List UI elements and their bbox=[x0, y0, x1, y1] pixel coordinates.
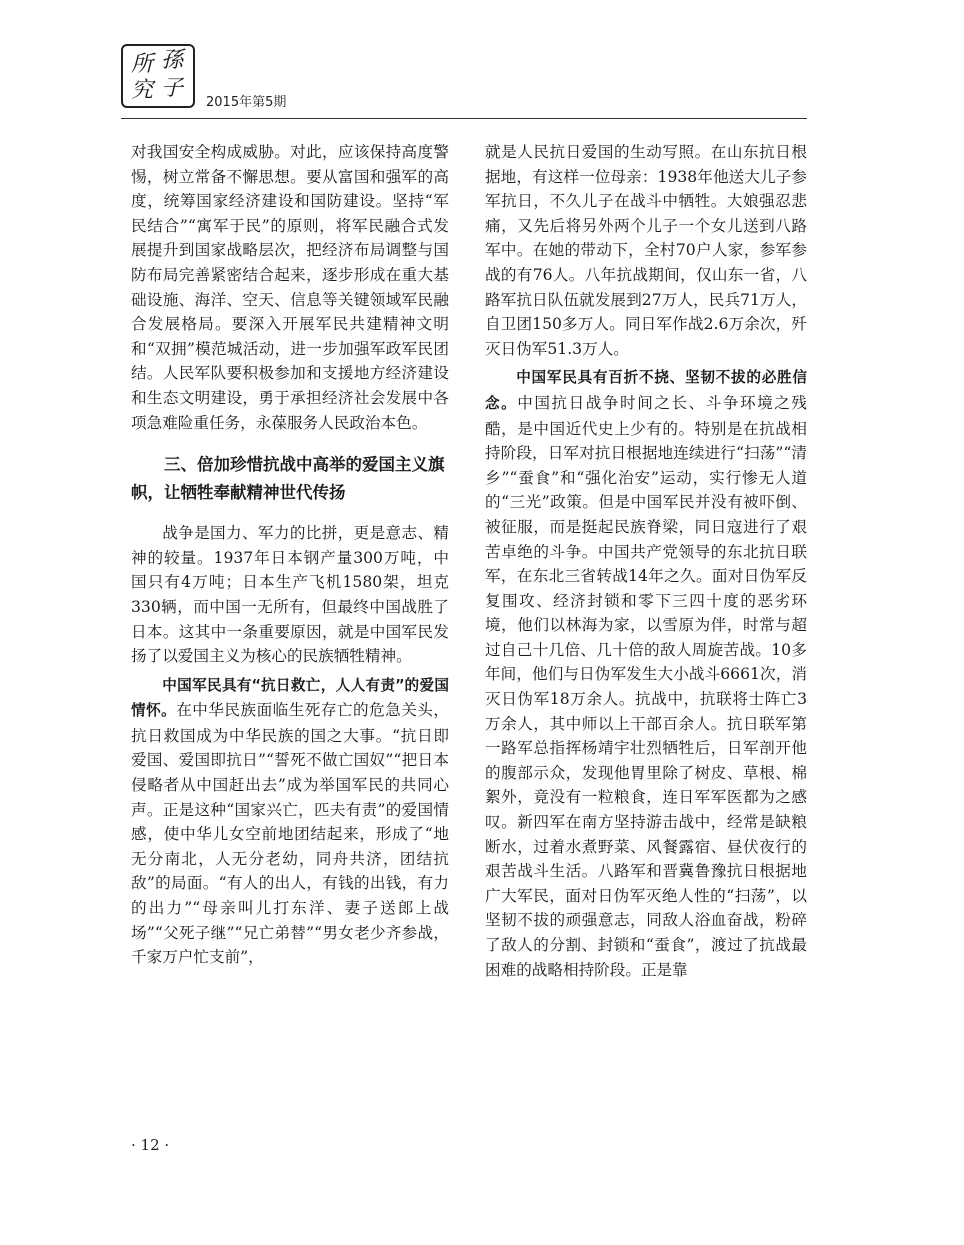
journal-logo bbox=[121, 44, 195, 108]
right-paragraph-2-body: 中国抗日战争时间之长、斗争环境之残酷，是中国近代史上少有的。特别是在抗战相持阶段，日军对抗日根据地连续进行“扫荡”“清乡”“蚕食”和“强化治安”运动，实行惨无人道的“三光”政策。但是中国军民并没有被吓倒、被征服，而是挺起民族脊梁，同日寇进行了艰苦卓绝的斗争。中国共产党领导的东北抗日联军，在东北三省转战14年之久。面对日伪军反复围攻、经济封锁和零下三四十度的恶劣环境，他们以林海为家，以雪原为伴，时常与超过自己十几倍、几十倍的敌人周旋苦战。10多年间，他们与日伪军发生大小战斗6661次，消灭日伪军18万余人。抗战中，抗联将士阵亡3万余人，其中师以上干部百余人。抗日联军第一路军总指挥杨靖宇壮烈牺牲后，日军剖开他的腹部示众，发现他胃里除了树皮、草根、棉絮外，竟没有一粒粮食，连日军军医都为之感叹。新四军在南方坚持游击战中，经常是缺粮断水，过着水煮野菜、风餐露宿、昼伏夜行的艰苦战斗生活。八路军和晋冀鲁豫抗日根据地广大军民，面对日伪军灭绝人性的“扫荡”，以坚韧不拔的顽强意志，同敌人浴血奋战，粉碎了敌人的分割、封锁和“蚕食”，渡过了抗战最困难的战略相持阶段。正是靠 bbox=[485, 393, 807, 979]
left-paragraph-1: 对我国安全构成威胁。对此，应该保持高度警惕，树立常备不懈思想。要从富国和强军的高度，统筹国家经济建设和国防建设。坚持“军民结合”“寓军于民”的原则，将军民融合式发展提升到国家战略层次，把经济布局调整与国防布局完善紧密结合起来，逐步形成在重大基础设施、海洋、空天、信息等关键领域军民融合发展格局。要深入开展军民共建精神文明和“双拥”模范城活动，进一步加强军政军民团结。人民军队要积极参加和支援地方经济建设和生态文明建设，勇于承担经济社会发展中各项急难险重任务，永葆服务人民政治本色。 bbox=[131, 143, 449, 432]
page-number: · 12 · bbox=[131, 1136, 170, 1154]
left-paragraph-2: 战争是国力、军力的比拼，更是意志、精神的较量。1937年日本钢产量300万吨，中国只有4万吨；日本生产飞机1580架，坦克330辆，而中国一无所有，但最终中国战胜了日本。这其中一条重要原因，就是中国军民发扬了以爱国主义为核心的民族牺牲精神。 bbox=[131, 524, 449, 666]
section-heading: 三、倍加珍惜抗战中高举的爱国主义旗帜，让牺牲奉献精神世代传扬 bbox=[131, 455, 445, 503]
right-column bbox=[485, 140, 807, 982]
logo-char-1: 所 bbox=[131, 52, 154, 77]
left-paragraph-3-body: 在中华民族面临生死存亡的危急关头，抗日救国成为中华民族的国之大事。“抗日即爱国、爱国即抗日”“誓死不做亡国奴”“把日本侵略者从中国赶出去”成为举国军民的共同心声。正是这种“国家兴亡，匹夫有责”的爱国情感，使中华儿女空前地团结起来，形成了“地无分南北，人无分老幼，同舟共济，团结抗敌”的局面。“有人的出人，有钱的出钱，有力的出力”“母亲叫儿打东洋、妻子送郎上战场”“父死子继”“兄亡弟替”“男女老少齐参战，千家万户忙支前”， bbox=[131, 701, 449, 967]
header-divider bbox=[121, 118, 807, 119]
logo-char-2: 究 bbox=[131, 78, 154, 103]
left-paragraph-3 bbox=[131, 673, 449, 970]
right-paragraph-2-lead: 中国军民具有百折不挠、坚韧不拔的必胜信念。 bbox=[485, 369, 807, 412]
issue-label: 2015年第5期 bbox=[206, 95, 287, 110]
logo-char-4: 子 bbox=[161, 76, 184, 101]
right-paragraph-1: 就是人民抗日爱国的生动写照。在山东抗日根据地，有这样一位母亲：1938年他送大儿子参军抗日，不久儿子在战斗中牺牲。大娘强忍悲痛，又先后将另外两个儿子一个女儿送到八路军中。在她的带动下，全村70户人家，参军参战的有76人。八年抗战期间，仅山东一省，八路军抗日队伍就发展到27万人，民兵71万人，自卫团150多万人。同日军作战2.6万余次，歼灭日伪军51.3万人。 bbox=[485, 143, 807, 358]
logo-char-3: 孫 bbox=[161, 48, 184, 73]
left-column bbox=[131, 140, 449, 970]
left-paragraph-3-lead: 中国军民具有“抗日救亡，人人有责”的爱国情怀。 bbox=[131, 676, 449, 720]
right-paragraph-2 bbox=[485, 365, 807, 982]
